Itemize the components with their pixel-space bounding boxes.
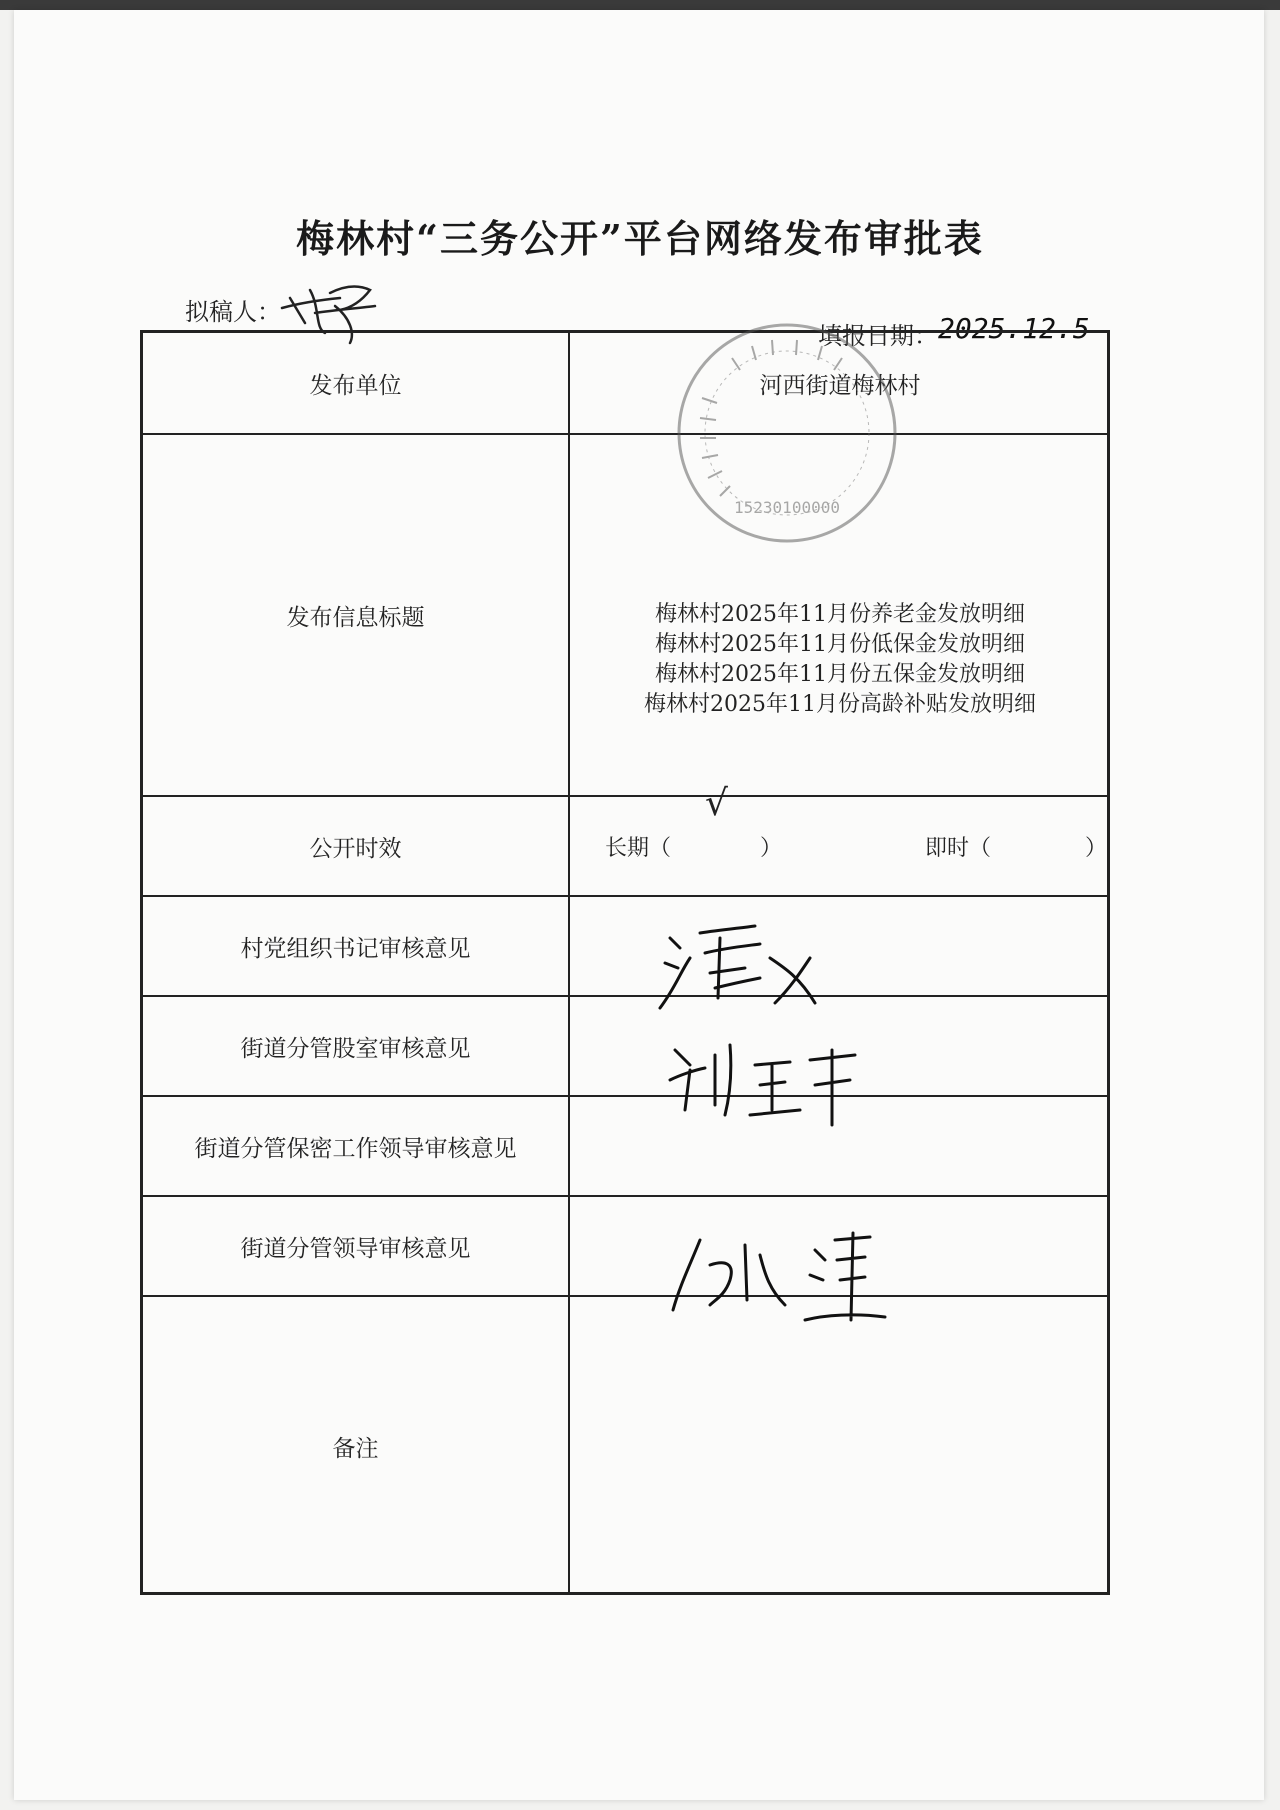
fill-date-value: 2025.12.5 [938,312,1090,345]
label-publishing-unit: 发布单位 [309,372,402,399]
value-publishing-unit: 河西街道梅林村 [759,372,921,399]
seal-number: 15230100000 [734,498,840,517]
label-timeliness: 公开时效 [309,835,402,862]
info-title-line: 梅林村2025年11月份高龄补贴发放明细 [644,692,1036,717]
party-secretary-signature [650,918,820,1018]
section-review-signature [660,1030,860,1130]
label-section-review: 街道分管股室审核意见 [240,1035,471,1062]
label-info-title: 发布信息标题 [286,604,425,631]
instant-option[interactable]: 即时（ [925,835,992,861]
info-title-line: 梅林村2025年11月份养老金发放明细 [655,602,1025,627]
check-mark-icon: √ [705,783,728,824]
document-title: 梅林村“三务公开”平台网络发布审批表 [296,216,984,261]
fill-date-label: 填报日期： [818,322,938,350]
instant-close: ） [1085,835,1108,861]
info-title-line: 梅林村2025年11月份五保金发放明细 [655,662,1025,687]
official-seal [672,318,902,548]
approval-form [140,330,1110,1595]
label-security-leader-review: 街道分管保密工作领导审核意见 [194,1135,517,1162]
long-term-close: ） [760,835,783,861]
label-leader-review: 街道分管领导审核意见 [240,1235,471,1262]
label-remarks: 备注 [332,1435,379,1462]
info-title-line: 梅林村2025年11月份低保金发放明细 [655,632,1025,657]
value-timeliness [570,783,1110,895]
drafter-label: 拟稿人： [185,298,281,326]
leader-signature [665,1225,895,1335]
long-term-option[interactable]: 长期（ [605,835,672,861]
label-party-secretary-review: 村党组织书记审核意见 [240,935,471,962]
scan-edge [0,0,1280,10]
